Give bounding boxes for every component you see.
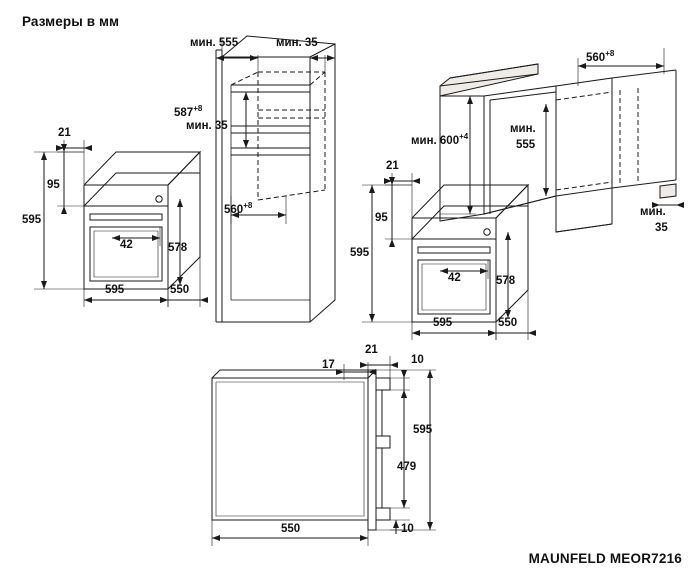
dim-label-560-value: 560 — [224, 203, 244, 216]
dim-label-min555-view2: мин. 555 — [190, 37, 239, 49]
dim-95-view1 — [57, 145, 84, 213]
dim-595-left-view1 — [34, 152, 84, 289]
dim-label-595-bottom-view1: 595 — [105, 284, 125, 296]
dim-21-view3 — [384, 173, 420, 219]
dim-550-view3 — [490, 290, 534, 340]
dim-label-21-view3: 21 — [386, 160, 399, 172]
dim-label-10-bottom-view5: 10 — [401, 523, 414, 535]
dim-label-21-view1: 21 — [58, 127, 71, 139]
dim-label-479-view5: 479 — [397, 461, 417, 473]
dim-550-view1 — [162, 257, 206, 307]
dim-label-578-view1: 578 — [168, 242, 188, 254]
dim-10-top-view5 — [390, 371, 410, 397]
dim-21-view1 — [56, 140, 92, 186]
page-title: Размеры в мм — [22, 14, 120, 29]
dim-label-min-view4: мин. — [510, 123, 536, 135]
dim-label-min-2-view4: мин. — [640, 206, 666, 218]
dim-label-560-view4-tolerance: +8 — [605, 49, 615, 58]
dim-label-555-view4: 555 — [516, 139, 536, 151]
dim-label-560-view4 — [586, 50, 614, 64]
view-open-door-side — [212, 370, 390, 530]
dim-label-560-view4-value: 560 — [586, 51, 606, 64]
dim-label-min35-top-view2: мин. 35 — [276, 37, 318, 49]
dim-479-view5 — [390, 390, 410, 508]
dim-label-21-view5: 21 — [365, 344, 378, 356]
dim-595-view5 — [376, 370, 436, 530]
dim-595-left-view3 — [362, 185, 412, 322]
dim-label-95-view3: 95 — [375, 212, 388, 224]
dim-label-550-view3: 550 — [498, 317, 518, 329]
dim-label-560-view2 — [224, 202, 252, 216]
model-label: MAUNFELD MEOR7216 — [528, 551, 682, 566]
dim-label-min600-view4 — [411, 133, 468, 147]
dim-95-view3 — [385, 178, 412, 246]
dim-min35-top-view2 — [310, 55, 335, 74]
dim-label-42-view1: 42 — [120, 239, 133, 251]
dim-label-min600-tolerance: +4 — [459, 132, 469, 141]
view-front-left-oven — [84, 152, 200, 289]
dim-label-17-view5: 17 — [322, 359, 335, 371]
view-countertop-niche-dashed — [556, 88, 638, 190]
dim-label-587-tolerance: +8 — [193, 104, 203, 113]
dim-label-595-view5: 595 — [413, 424, 433, 436]
dim-label-min600-value: мин. 600 — [411, 134, 460, 147]
dim-label-578-view3: 578 — [496, 275, 516, 287]
dim-label-10-top-view5: 10 — [411, 354, 424, 366]
dim-label-95-view1: 95 — [47, 179, 60, 191]
dim-min600-view4 — [440, 96, 476, 214]
dim-label-560-tolerance: +8 — [243, 201, 253, 210]
dim-label-595-bottom-view3: 595 — [433, 317, 453, 329]
dim-21-view5 — [362, 356, 396, 378]
dim-label-35-view4: 35 — [655, 222, 668, 234]
dim-label-550-view5: 550 — [281, 523, 301, 535]
dim-label-min35-mid-view2: мин. 35 — [186, 120, 228, 132]
dim-595-bottom-view1 — [84, 289, 168, 307]
view-tall-cabinet-dashed — [231, 72, 325, 200]
dim-label-587-value: 587 — [174, 106, 194, 119]
dim-label-42-view3: 42 — [448, 272, 461, 284]
dim-label-595-left-view3: 595 — [350, 247, 370, 259]
dim-595-bottom-view3 — [412, 322, 496, 340]
dim-label-587-view2 — [174, 105, 202, 119]
dim-label-550-view1: 550 — [170, 284, 190, 296]
dim-label-595-left-view1: 595 — [22, 214, 42, 226]
